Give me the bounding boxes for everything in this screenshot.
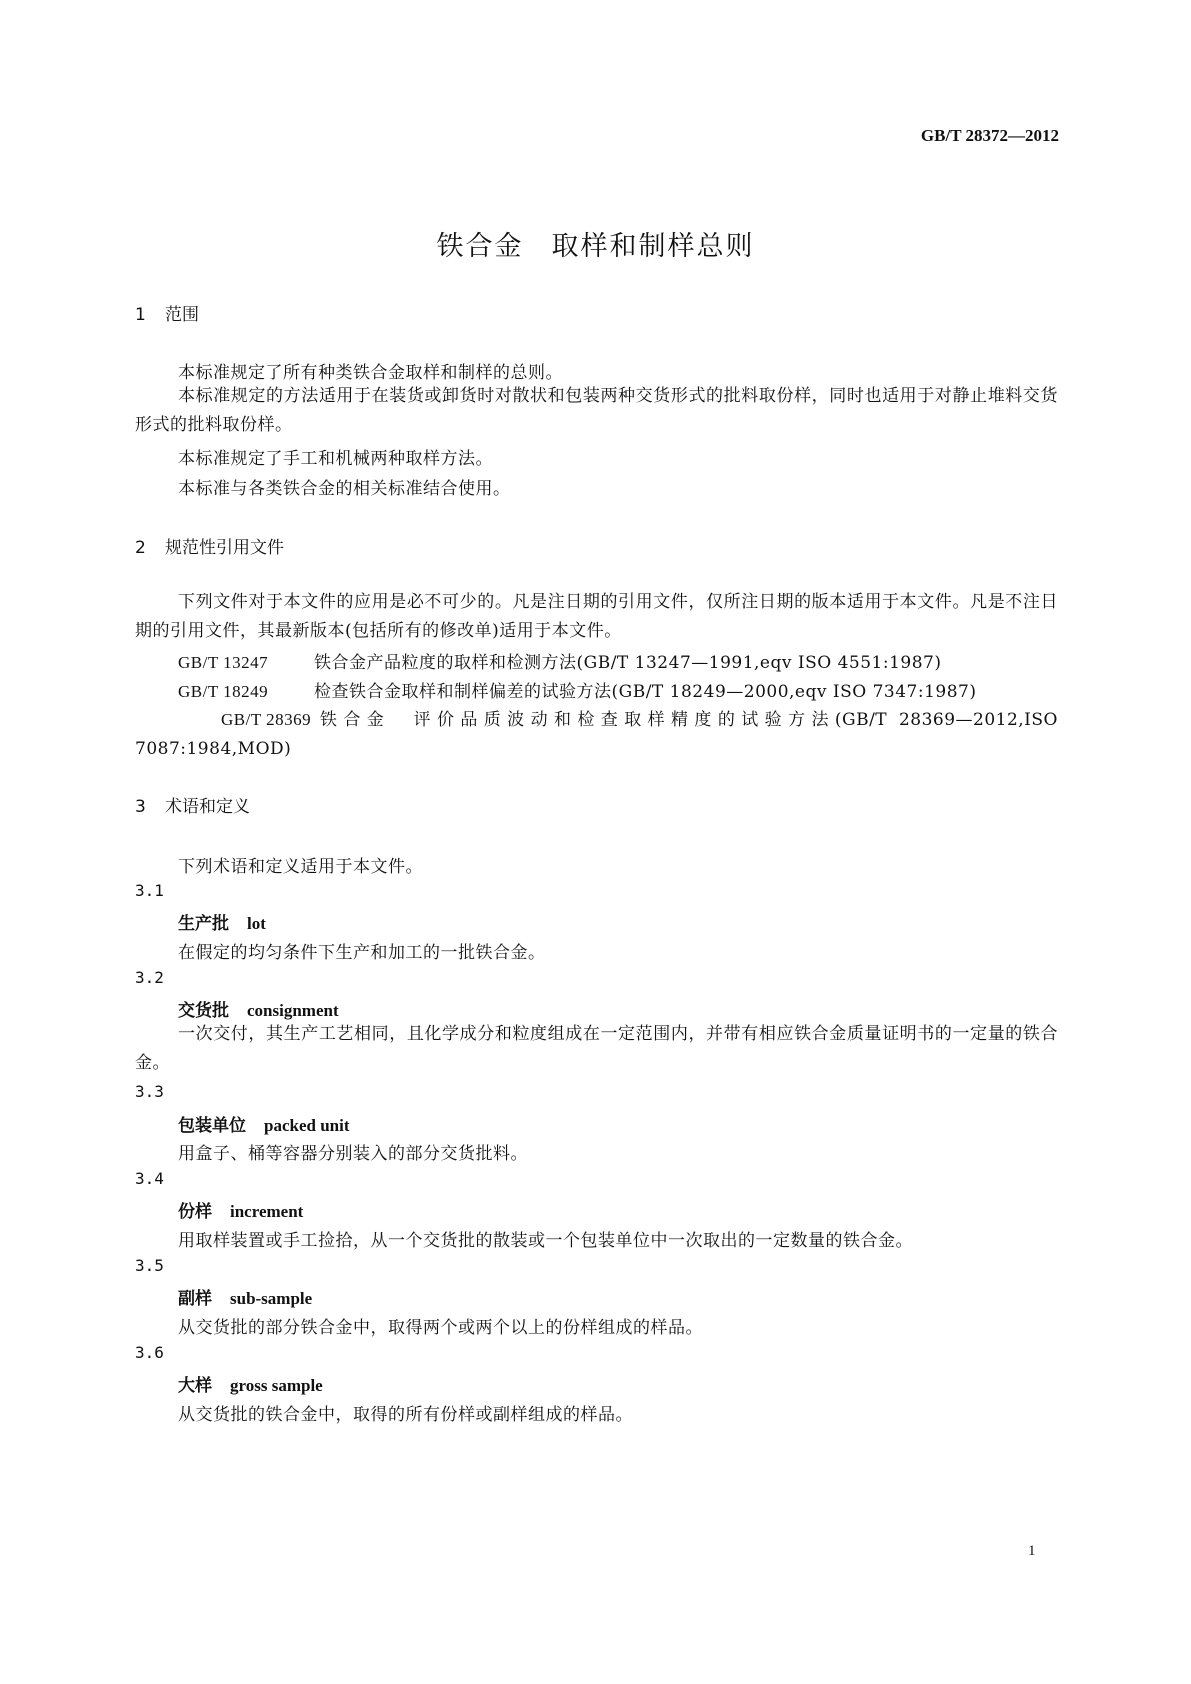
section-title: 规范性引用文件 bbox=[165, 538, 284, 558]
reference-text: 检查铁合金取样和制样偏差的试验方法(GB/T 18249—2000,eqv ISO 7347:1987) bbox=[314, 682, 977, 702]
term-definition: 一次交付，其生产工艺相同，且化学成分和粒度组成在一定范围内，并带有相应铁合金质量证明书的一定量的铁合金。 bbox=[135, 1024, 1058, 1073]
term-definition: 从交货批的铁合金中，取得的所有份样或副样组成的样品。 bbox=[178, 1405, 633, 1425]
paragraph: 本标准规定的方法适用于在装货或卸货时对散状和包装两种交货形式的批料取份样，同时也适用于对静止堆料交货形式的批料取份样。 bbox=[135, 386, 1058, 435]
term-zh: 生产批 bbox=[178, 914, 229, 934]
reference-code: GB/T 18249 bbox=[178, 682, 269, 701]
section-1-heading bbox=[135, 300, 199, 325]
term-zh: 大样 bbox=[178, 1376, 212, 1396]
section-title: 范围 bbox=[165, 305, 199, 325]
term-definition: 在假定的均匀条件下生产和加工的一批铁合金。 bbox=[178, 943, 546, 963]
term-en: lot bbox=[247, 914, 266, 933]
page-number: 1 bbox=[1028, 1543, 1036, 1559]
paragraph: 下列术语和定义适用于本文件。 bbox=[178, 857, 423, 877]
term-heading bbox=[178, 1371, 323, 1396]
section-title: 术语和定义 bbox=[165, 797, 250, 817]
term-en: increment bbox=[230, 1202, 304, 1221]
term-zh: 交货批 bbox=[178, 1001, 229, 1021]
term-en: consignment bbox=[247, 1001, 339, 1020]
reference-item bbox=[135, 705, 1058, 764]
paragraph: 本标准规定了手工和机械两种取样方法。 bbox=[178, 449, 493, 469]
standard-number: GB/T 28372—2012 bbox=[920, 126, 1059, 145]
reference-code: GB/T 13247 bbox=[178, 653, 269, 672]
term-en: packed unit bbox=[264, 1116, 350, 1135]
term-number: 3.3 bbox=[135, 1082, 164, 1101]
section-2-heading bbox=[135, 533, 284, 558]
reference-text: 铁合金 评价品质波动和检查取样精度的试验方法(GB/T 28369—2012,ISO 7087:1984,MOD) bbox=[135, 710, 1058, 759]
paragraph: 下列文件对于本文件的应用是必不可少的。凡是注日期的引用文件，仅所注日期的版本适用于本文件。凡是不注日期的引用文件，其最新版本(包括所有的修改单)适用于本文件。 bbox=[135, 592, 1058, 641]
reference-text: 铁合金产品粒度的取样和检测方法(GB/T 13247—1991,eqv ISO 4551:1987) bbox=[314, 653, 942, 673]
document-title bbox=[0, 224, 1191, 263]
paragraph: 本标准与各类铁合金的相关标准结合使用。 bbox=[178, 479, 511, 499]
term-en: sub-sample bbox=[230, 1289, 313, 1308]
reference-item bbox=[178, 648, 941, 673]
term-heading bbox=[178, 909, 266, 934]
term-number: 3.5 bbox=[135, 1256, 164, 1275]
term-heading bbox=[178, 1284, 312, 1309]
term-number: 3.2 bbox=[135, 968, 164, 987]
term-definition: 用盒子、桶等容器分别装入的部分交货批料。 bbox=[178, 1144, 528, 1164]
reference-item bbox=[178, 677, 976, 702]
section-number: 2 bbox=[135, 538, 146, 558]
term-number: 3.6 bbox=[135, 1343, 164, 1362]
term-heading bbox=[178, 1197, 303, 1222]
title-part-2: 取样和制样总则 bbox=[551, 231, 755, 262]
section-number: 1 bbox=[135, 305, 146, 325]
title-part-1: 铁合金 bbox=[436, 231, 524, 262]
term-heading bbox=[178, 996, 339, 1021]
term-number: 3.1 bbox=[135, 881, 164, 900]
term-zh: 副样 bbox=[178, 1289, 212, 1309]
term-zh: 份样 bbox=[178, 1202, 212, 1222]
term-number: 3.4 bbox=[135, 1169, 164, 1188]
reference-code: GB/T 28369 bbox=[221, 710, 312, 729]
term-heading bbox=[178, 1111, 350, 1136]
section-3-heading bbox=[135, 792, 250, 817]
term-definition: 从交货批的部分铁合金中，取得两个或两个以上的份样组成的样品。 bbox=[178, 1318, 703, 1338]
term-en: gross sample bbox=[230, 1376, 323, 1395]
section-number: 3 bbox=[135, 797, 146, 817]
paragraph: 本标准规定了所有种类铁合金取样和制样的总则。 bbox=[178, 363, 563, 383]
term-definition: 用取样装置或手工捡拾，从一个交货批的散装或一个包装单位中一次取出的一定数量的铁合金。 bbox=[178, 1231, 913, 1251]
term-zh: 包装单位 bbox=[178, 1116, 246, 1136]
